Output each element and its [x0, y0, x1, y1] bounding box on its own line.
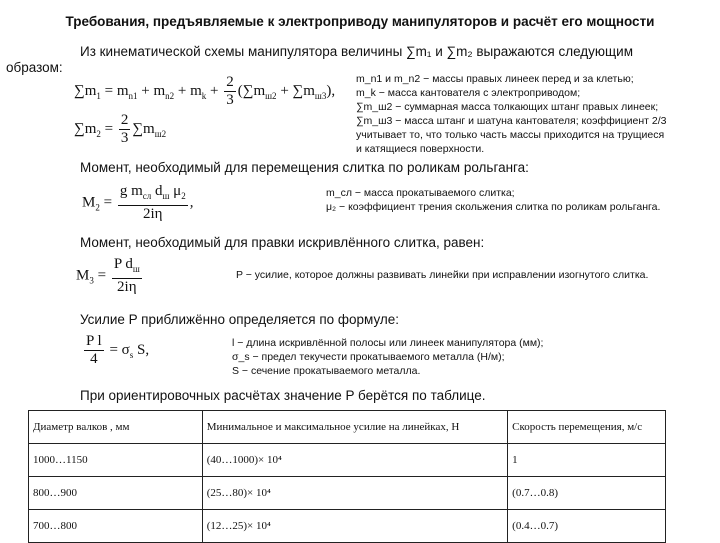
table-cell: 700…800 — [29, 510, 203, 543]
table-cell: (40…1000)× 10⁴ — [202, 444, 507, 477]
formula-m3: $M_3$ = $\frac{P d_ш}{2i\eta}$ — [76, 256, 140, 295]
note-line: m_k − масса кантователя с электроприводом; — [356, 87, 581, 99]
note-line: S − сечение прокатываемого металла. — [232, 365, 421, 377]
intro-line: Из кинематической схемы манипулятора величины ∑m₁ и ∑m₂ выражаются следующим — [80, 44, 633, 59]
table-row — [29, 510, 666, 543]
note-line: m_сл − масса прокатываемого слитка; — [326, 187, 515, 199]
table-cell: (0.4…0.7) — [508, 510, 666, 543]
moment-slide-notes — [326, 186, 716, 214]
table-row — [29, 477, 666, 510]
moment-straighten-heading: Момент, необходимый для правки искривлённого слитка, равен: — [80, 235, 485, 250]
note-line: l − длина искривлённой полосы или линеек манипулятора (мм); — [232, 337, 544, 349]
note-line: μ₂ − коэффициент трения скольжения слитка по роликам рольганга. — [326, 201, 661, 213]
note-line: ∑m_ш2 − суммарная масса толкающих штанг правых линеек; — [356, 101, 659, 113]
note-line: и катящиеся поверхности. — [356, 143, 485, 155]
note-line: ∑m_ш3 − масса штанг и шатуна кантователя; коэффициент 2/3 — [356, 115, 667, 127]
table-header-cell: Минимальное и максимальное усилие на линейках, Н — [202, 411, 507, 444]
note-line: учитывает то, что только часть массы приходится на трущиеся — [356, 129, 665, 141]
table-header-cell: Скорость перемещения, м/с — [508, 411, 666, 444]
table-cell: 1 — [508, 444, 666, 477]
note-line: σ_s − предел текучести прокатываемого металла (Н/м); — [232, 351, 505, 363]
table-header-row — [29, 411, 666, 444]
table-cell: 1000…1150 — [29, 444, 203, 477]
table-cell: (12…25)× 10⁴ — [202, 510, 507, 543]
table-cell: 800…900 — [29, 477, 203, 510]
formula-sum-m1: $\sum m_1 = m_{n1} + m_{n2} + m_k$ + $\frac{2}{3}$ $(\sum m_{ш2} + \sum m_{ш3})$, — [74, 74, 336, 108]
formula1-notes — [356, 72, 716, 156]
moment-slide-heading: Момент, необходимый для перемещения слитка по роликам рольганга: — [80, 160, 529, 175]
force-heading: Усилие P приближённо определяется по формуле: — [80, 312, 400, 327]
note-line: m_n1 и m_n2 − массы правых линеек перед и за клетью; — [356, 73, 634, 85]
moment-straighten-note: P − усилие, которое должны развивать линейки при исправлении изогнутого слитка. — [236, 269, 649, 281]
formula-m2: $M_2$ = $\frac{g m_{сл} d_ш \mu_2}{2i\eta}$ , — [82, 183, 194, 222]
page-title: Требования, предъявляемые к электроприводу манипуляторов и расчёт его мощности — [65, 14, 655, 29]
formula-force: $\frac{\text{P l}}{4}$ = $\sigma_s$ S, — [86, 333, 150, 367]
table-cell: (25…80)× 10⁴ — [202, 477, 507, 510]
force-notes — [232, 336, 712, 378]
table-intro: При ориентировочных расчётах значение P берётся по таблице. — [80, 388, 486, 403]
table-header-cell: Диаметр валков , мм — [29, 411, 203, 444]
table-cell: (0.7…0.8) — [508, 477, 666, 510]
intro-line-2: образом: — [6, 60, 63, 75]
force-table — [28, 410, 666, 543]
formula-sum-m2: $\sum m_2$ = $\frac{2}{3}$ $\sum m_{ш2}$ — [74, 112, 167, 146]
table-row — [29, 444, 666, 477]
